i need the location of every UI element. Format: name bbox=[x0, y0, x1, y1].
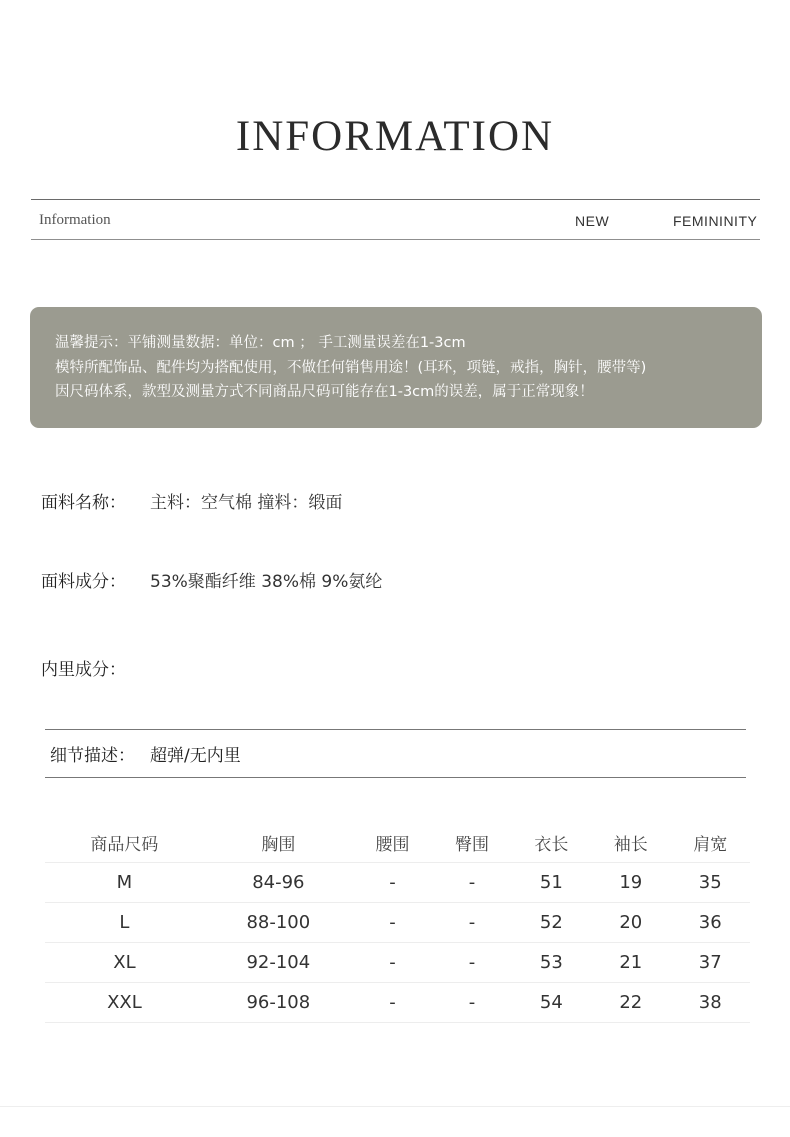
table-cell: 21 bbox=[591, 943, 670, 983]
table-cell: 96-108 bbox=[204, 983, 353, 1023]
table-row-xxl bbox=[45, 983, 750, 1023]
fabric-name-row bbox=[41, 488, 342, 513]
table-cell: - bbox=[353, 863, 432, 903]
table-cell: 20 bbox=[591, 903, 670, 943]
table-cell: 38 bbox=[671, 983, 750, 1023]
table-cell: 51 bbox=[512, 863, 591, 903]
table-cell: 35 bbox=[671, 863, 750, 903]
table-cell: 92-104 bbox=[204, 943, 353, 983]
table-cell: - bbox=[353, 943, 432, 983]
table-cell: 53 bbox=[512, 943, 591, 983]
table-cell: 19 bbox=[591, 863, 670, 903]
header-top-divider bbox=[31, 199, 760, 200]
table-cell: 52 bbox=[512, 903, 591, 943]
subtitle-new: NEW bbox=[575, 213, 610, 229]
fabric-name-value: 主料：空气棉 撞料：缎面 bbox=[150, 493, 343, 513]
table-cell: 37 bbox=[671, 943, 750, 983]
column-header-shoulder: 肩宽 bbox=[671, 823, 750, 863]
details-row bbox=[50, 741, 241, 766]
lining-composition-row bbox=[41, 655, 150, 680]
table-row-m bbox=[45, 863, 750, 903]
notice-line: 模特所配饰品、配件均为搭配使用，不做任何销售用途！(耳环，项链，戒指，胸针，腰带等) bbox=[55, 359, 647, 376]
table-cell: 54 bbox=[512, 983, 591, 1023]
table-cell: L bbox=[45, 903, 204, 943]
notice-box bbox=[30, 307, 762, 428]
notice-line: 因尺码体系，款型及测量方式不同商品尺码可能存在1-3cm的误差，属于正常现象！ bbox=[55, 384, 594, 400]
column-header-waist: 腰围 bbox=[353, 823, 432, 863]
column-header-size: 商品尺码 bbox=[45, 823, 204, 863]
header-bottom-divider bbox=[31, 239, 760, 240]
table-cell: 22 bbox=[591, 983, 670, 1023]
details-value: 超弹/无内里 bbox=[150, 746, 241, 766]
column-header-sleeve: 袖长 bbox=[591, 823, 670, 863]
table-cell: - bbox=[432, 903, 511, 943]
table-cell: - bbox=[353, 903, 432, 943]
table-cell: XL bbox=[45, 943, 204, 983]
table-row-l bbox=[45, 903, 750, 943]
table-cell: - bbox=[432, 943, 511, 983]
table-cell: 88-100 bbox=[204, 903, 353, 943]
table-cell: XXL bbox=[45, 983, 204, 1023]
table-cell: 84-96 bbox=[204, 863, 353, 903]
size-chart-table bbox=[45, 823, 750, 1023]
table-cell: - bbox=[432, 983, 511, 1023]
footer-divider bbox=[0, 1106, 790, 1107]
fabric-name-label: 面料名称： bbox=[41, 493, 126, 513]
page-title: INFORMATION bbox=[235, 113, 555, 160]
table-row-xl bbox=[45, 943, 750, 983]
table-cell: - bbox=[353, 983, 432, 1023]
details-bottom-divider bbox=[45, 777, 746, 778]
column-header-hip: 臀围 bbox=[432, 823, 511, 863]
fabric-composition-value: 53%聚酯纤维 38%棉 9%氨纶 bbox=[150, 572, 383, 592]
table-cell: 36 bbox=[671, 903, 750, 943]
details-label: 细节描述： bbox=[50, 746, 135, 766]
fabric-composition-label: 面料成分： bbox=[41, 572, 126, 592]
column-header-bust: 胸围 bbox=[204, 823, 353, 863]
subtitle-femininity: FEMININITY bbox=[673, 213, 758, 229]
table-cell: M bbox=[45, 863, 204, 903]
notice-line: 温馨提示：平铺测量数据：单位：cm ； 手工测量误差在1-3cm bbox=[55, 335, 466, 351]
size-table-header-row bbox=[45, 823, 750, 863]
details-top-divider bbox=[45, 729, 746, 730]
column-header-length: 衣长 bbox=[512, 823, 591, 863]
fabric-composition-row bbox=[41, 567, 382, 592]
subtitle-information: Information bbox=[39, 212, 111, 228]
table-cell: - bbox=[432, 863, 511, 903]
lining-composition-label: 内里成分： bbox=[41, 660, 126, 680]
